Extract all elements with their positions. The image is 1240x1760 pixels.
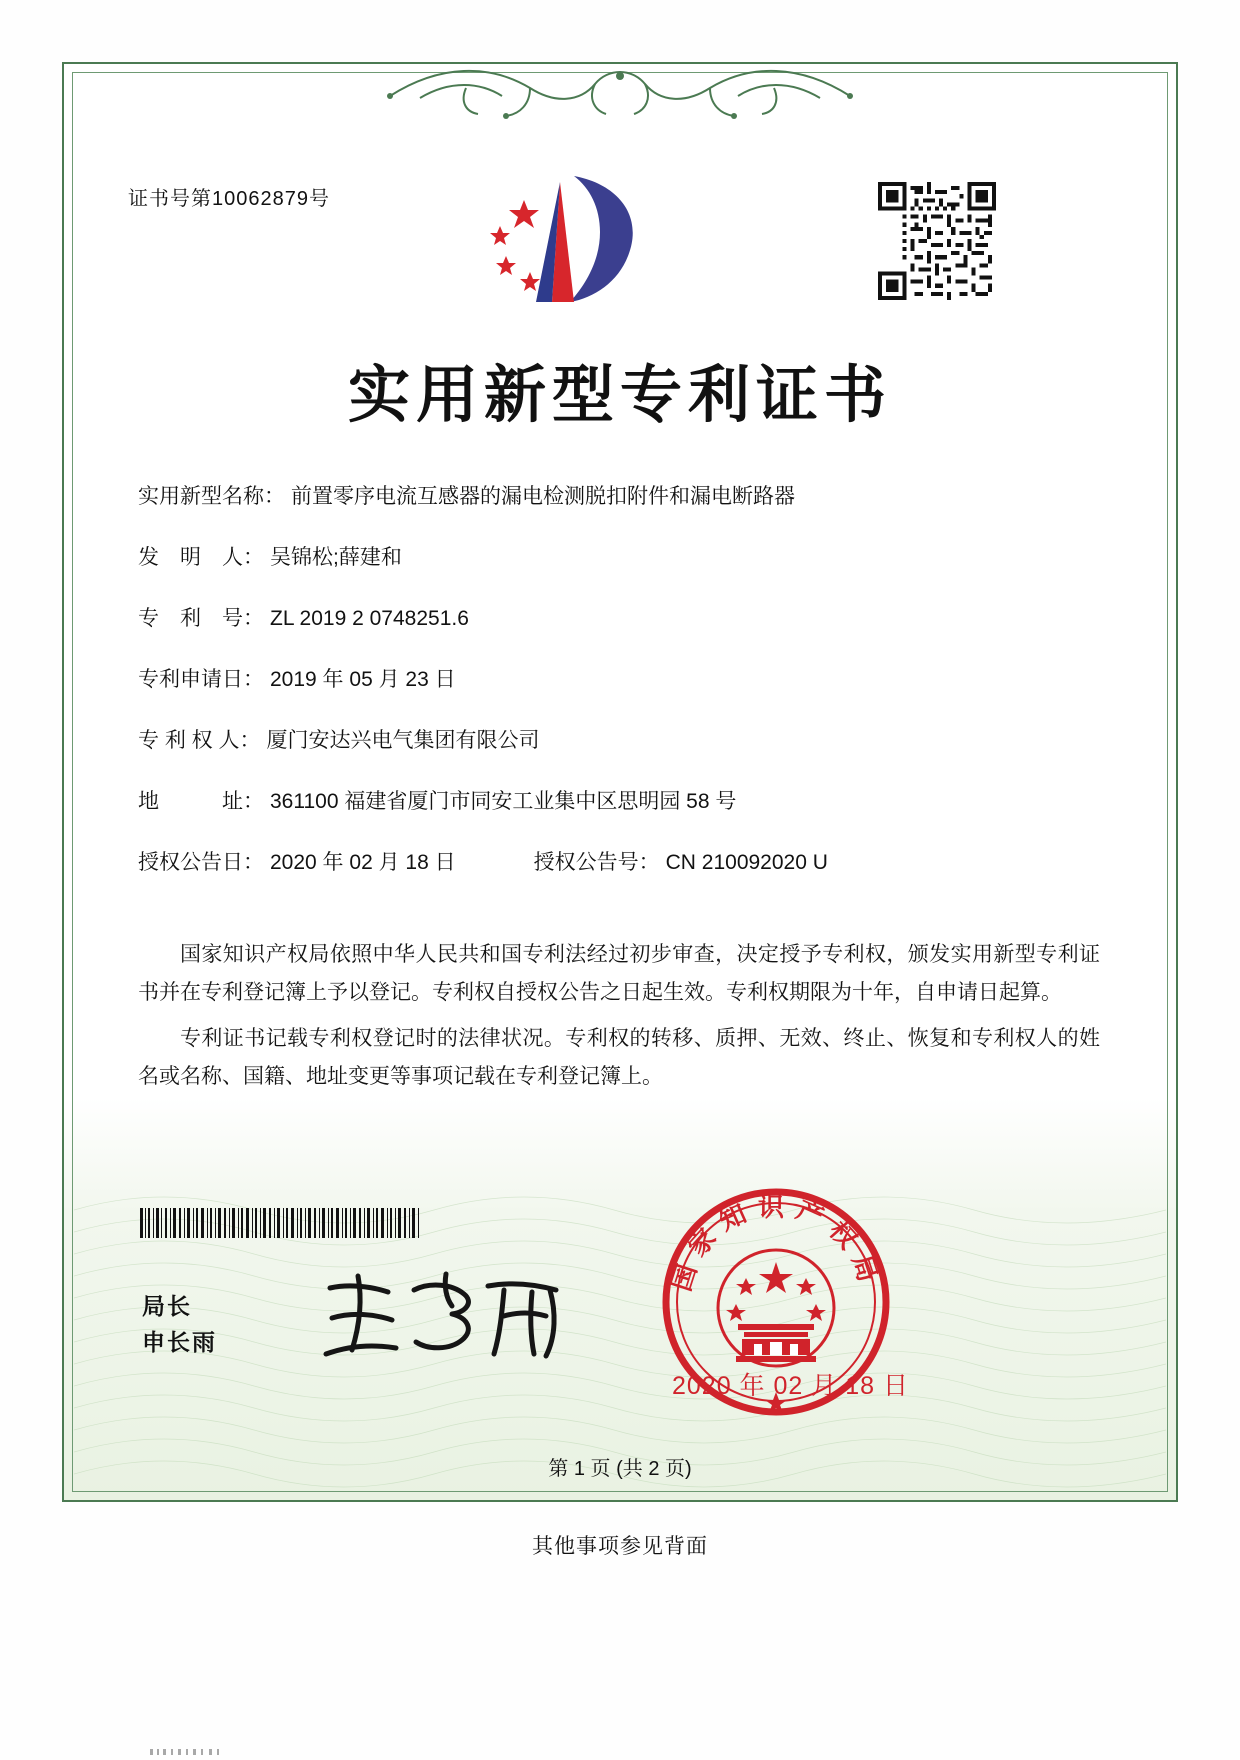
legal-text bbox=[138, 935, 1100, 1103]
director-signature-block bbox=[142, 1288, 217, 1360]
ornamental-flourish-icon bbox=[380, 58, 860, 126]
director-name-label: 申长雨 bbox=[142, 1329, 217, 1355]
director-title-label: 局长 bbox=[142, 1293, 192, 1319]
field-row-name bbox=[138, 480, 1098, 510]
field-row-filing-date bbox=[138, 663, 1098, 693]
barcode-icon bbox=[140, 1208, 422, 1238]
field-row-patentee bbox=[138, 724, 1098, 754]
back-side-note: 其他事项参见背面 bbox=[532, 1534, 708, 1558]
announcement-date-label: 授权公告日： bbox=[138, 851, 264, 874]
qr-code-icon bbox=[878, 182, 996, 300]
field-row-inventor bbox=[138, 541, 1098, 571]
field-row-announcement bbox=[138, 846, 1098, 876]
paragraph-2: 专利证书记载专利权登记时的法律状况。专利权的转移、质押、无效、终止、恢复和专利权人的姓名或名称、国籍、地址变更等事项记载在专利登记簿上。 bbox=[138, 1026, 1100, 1088]
field-row-address bbox=[138, 785, 1098, 815]
field-value: 361100 福建省厦门市同安工业集中区思明园 58 号 bbox=[270, 790, 737, 813]
field-label: 专 利 权 人： bbox=[138, 729, 261, 752]
field-label: 发 明 人： bbox=[138, 546, 264, 569]
bottom-edge-marking bbox=[150, 1742, 430, 1752]
field-label: 专利申请日： bbox=[138, 668, 264, 691]
field-label: 地 址： bbox=[138, 790, 264, 813]
field-label: 专 利 号： bbox=[138, 607, 264, 630]
seal-date: 2020 年 02 月 18 日 bbox=[672, 1372, 909, 1400]
certificate-number: 证书号第10062879号 bbox=[128, 188, 330, 210]
field-label: 实用新型名称： bbox=[138, 485, 285, 508]
field-value: 吴锦松;薛建和 bbox=[270, 546, 402, 569]
field-value: 厦门安达兴电气集团有限公司 bbox=[266, 729, 540, 752]
field-value: 前置零序电流互感器的漏电检测脱扣附件和漏电断路器 bbox=[291, 485, 795, 508]
svg-text:国家知识产权局: 国家知识产权局 bbox=[666, 1193, 886, 1295]
field-row-patent-number bbox=[138, 602, 1098, 632]
cnipa-patent-emblem-icon bbox=[478, 170, 658, 310]
page-title: 实用新型专利证书 bbox=[347, 358, 892, 431]
announcement-date-value: 2020 年 02 月 18 日 bbox=[270, 851, 456, 874]
certificate-fields bbox=[138, 480, 1098, 907]
announcement-number-value: CN 210092020 U bbox=[665, 851, 828, 874]
announcement-number-label: 授权公告号： bbox=[533, 851, 660, 874]
field-value: 2019 年 05 月 23 日 bbox=[270, 668, 456, 691]
paragraph-1: 国家知识产权局依照中华人民共和国专利法经过初步审查，决定授予专利权，颁发实用新型专利证书并在专利登记簿上予以登记。专利权自授权公告之日起生效。专利权期限为十年，自申请日起算。 bbox=[138, 942, 1100, 1004]
page-indicator: 第 1 页 (共 2 页) bbox=[548, 1458, 692, 1480]
handwritten-signature-icon bbox=[318, 1268, 568, 1364]
field-value: ZL 2019 2 0748251.6 bbox=[270, 607, 469, 630]
